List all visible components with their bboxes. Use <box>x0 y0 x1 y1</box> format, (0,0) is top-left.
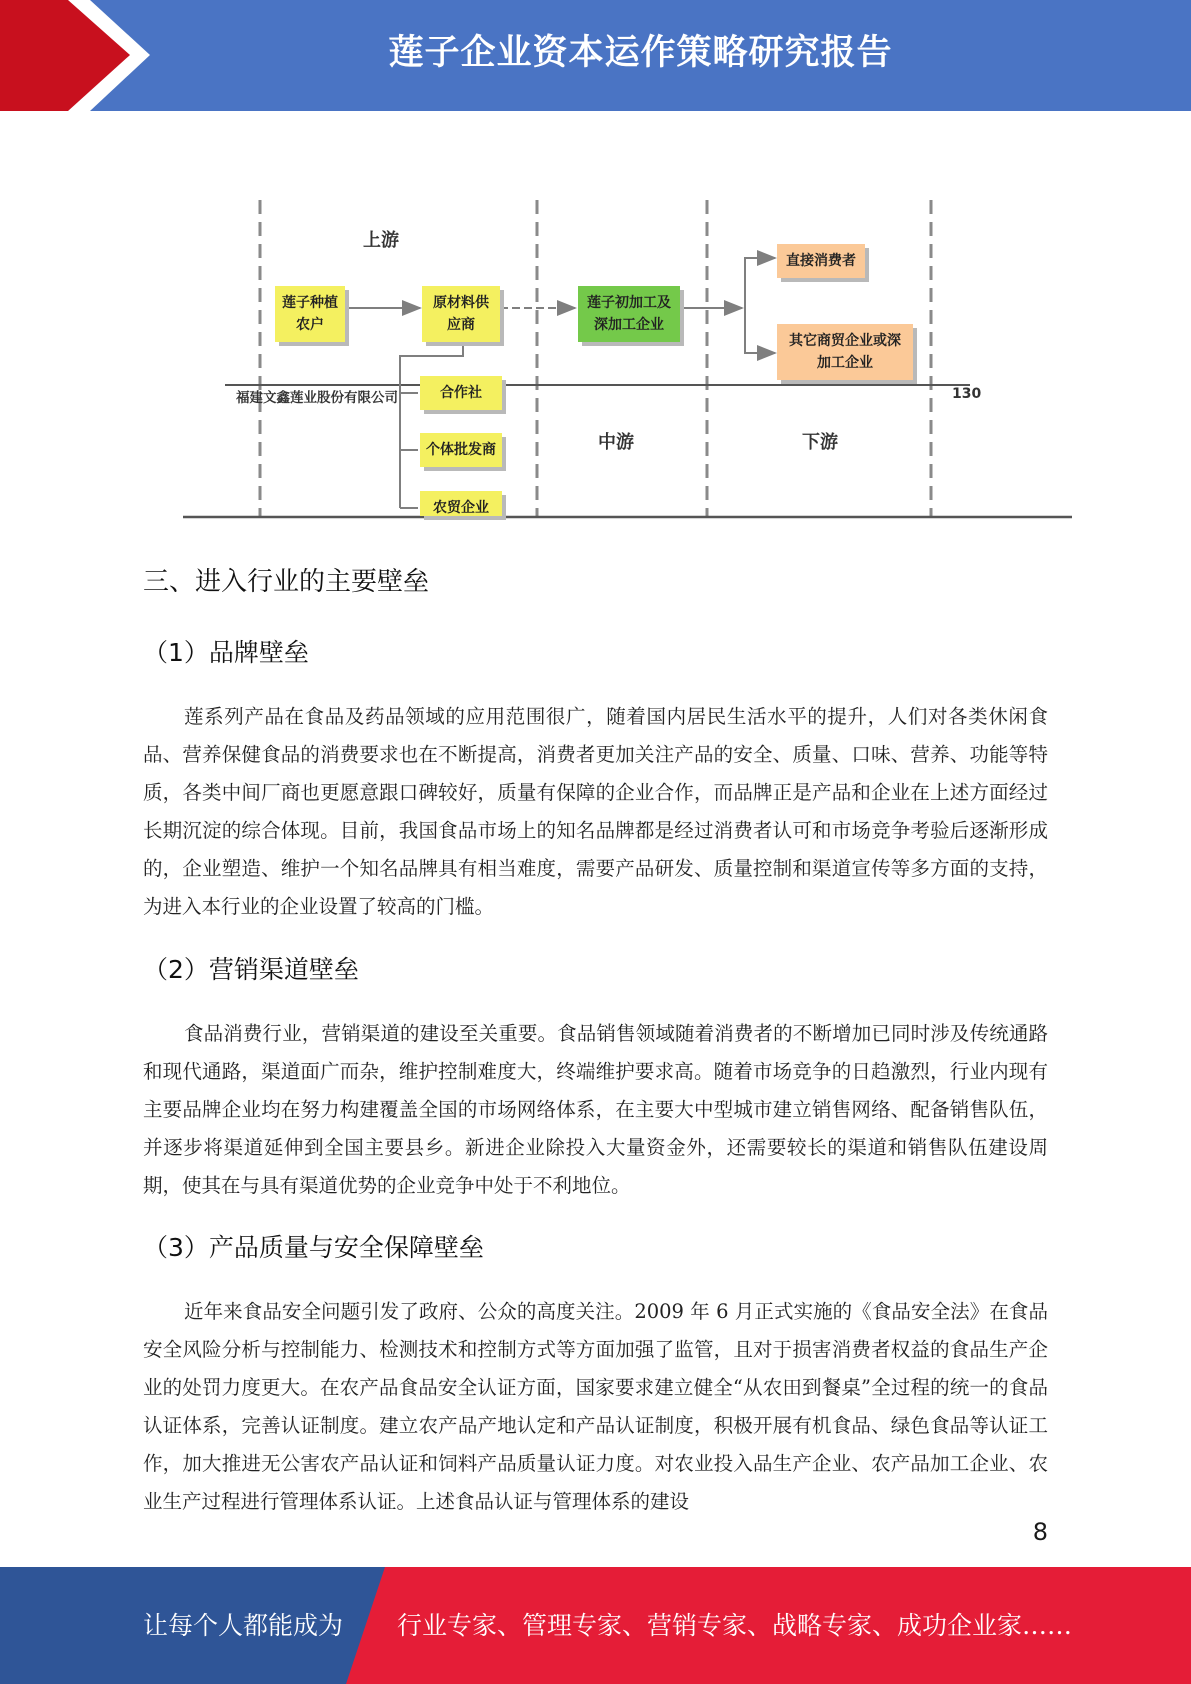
box-lotus-farmers: 莲子种植 农户 <box>275 286 345 342</box>
box-other-business: 其它商贸企业或深 加工企业 <box>777 324 913 380</box>
arrow-to-other-business <box>745 308 775 353</box>
footer-slogan-left: 让每个人都能成为 <box>143 1611 344 1640</box>
box-agri-trade-enterprise: 农贸企业 <box>420 491 502 516</box>
footer-slogan-right: 行业专家、管理专家、营销专家、战略专家、成功企业家…… <box>397 1611 1073 1640</box>
subsection-title-brand: （1）品牌壁垒 <box>143 638 309 667</box>
page-number: 8 <box>1032 1518 1048 1546</box>
axis-number: 130 <box>952 386 982 402</box>
diagram-lines <box>180 188 1080 528</box>
paragraph-brand-barrier: 莲系列产品在食品及药品领域的应用范围很广，随着国内居民生活水平的提升，人们对各类休闲食品、营养保健食品的消费要求也在不断提高，消费者更加关注产品的安全、质量、口味、营养、功能等特质，各类中间厂商也更愿意跟口碑较好，质量有保障的企业合作，而品牌正是产品和企业在上述方面经过长期沉淀的综合体现。目前，我国食品市场上的知名品牌都是经过消费者认可和市场竞争考验后逐渐形成的，企业塑造、维护一个知名品牌具有相当难度，需要产品研发、质量控制和渠道宣传等多方面的支持，为进入本行业的企业设置了较高的门槛。 <box>143 705 1048 918</box>
page-header <box>0 0 1191 111</box>
subsection-title-quality: （3）产品质量与安全保障壁垒 <box>143 1233 484 1262</box>
report-title: 莲子企业资本运作策略研究报告 <box>388 33 893 73</box>
page-footer <box>0 1567 1191 1684</box>
box-cooperative: 合作社 <box>420 376 502 410</box>
upstream-label: 上游 <box>363 230 399 251</box>
arrow-to-direct-consumer <box>745 258 775 308</box>
downstream-label: 下游 <box>802 432 838 453</box>
company-label: 福建文鑫莲业股份有限公司 <box>236 390 398 406</box>
box-direct-consumer: 直接消费者 <box>777 244 865 278</box>
supplier-tree-trunk <box>400 326 463 508</box>
section-title: 三、进入行业的主要壁垒 <box>143 567 430 597</box>
paragraph-channel-barrier: 食品消费行业，营销渠道的建设至关重要。食品销售领域随着消费者的不断增加已同时涉及传统通路和现代通路，渠道面广而杂，维护控制难度大，终端维护要求高。随着市场竞争的日趋激烈，行业内现有主要品牌企业均在努力构建覆盖全国的市场网络体系，在主要大中型城市建立销售网络、配备销售队伍，并逐步将渠道延伸到全国主要县乡。新进企业除投入大量资金外，还需要较长的渠道和销售队伍建设周期，使其在与具有渠道优势的企业竞争中处于不利地位。 <box>143 1022 1048 1197</box>
box-processing-enterprise: 莲子初加工及 深加工企业 <box>578 286 680 342</box>
paragraph-quality-barrier: 近年来食品安全问题引发了政府、公众的高度关注。2009 年 6 月正式实施的《食品安全法》在食品安全风险分析与控制能力、检测技术和控制方式等方面加强了监管，且对于损害消费者权益的食品生产企业的处罚力度更大。在农产品食品安全认证方面，国家要求建立健全“从农田到餐桌”全过程的统一的食品认证体系，完善认证制度。建立农产品产地认定和产品认证制度，积极开展有机食品、绿色食品等认证工作，加大推进无公害农产品认证和饲料产品质量认证力度。对农业投入品生产企业、农产品加工企业、农业生产过程进行管理体系认证。上述食品认证与管理体系的建设 <box>143 1300 1048 1513</box>
industry-chain-diagram <box>180 188 1080 528</box>
midstream-label: 中游 <box>598 432 634 453</box>
subsection-title-channel: （2）营销渠道壁垒 <box>143 955 359 984</box>
box-raw-material-supplier: 原材料供 应商 <box>422 286 500 342</box>
box-wholesaler: 个体批发商 <box>420 433 502 467</box>
